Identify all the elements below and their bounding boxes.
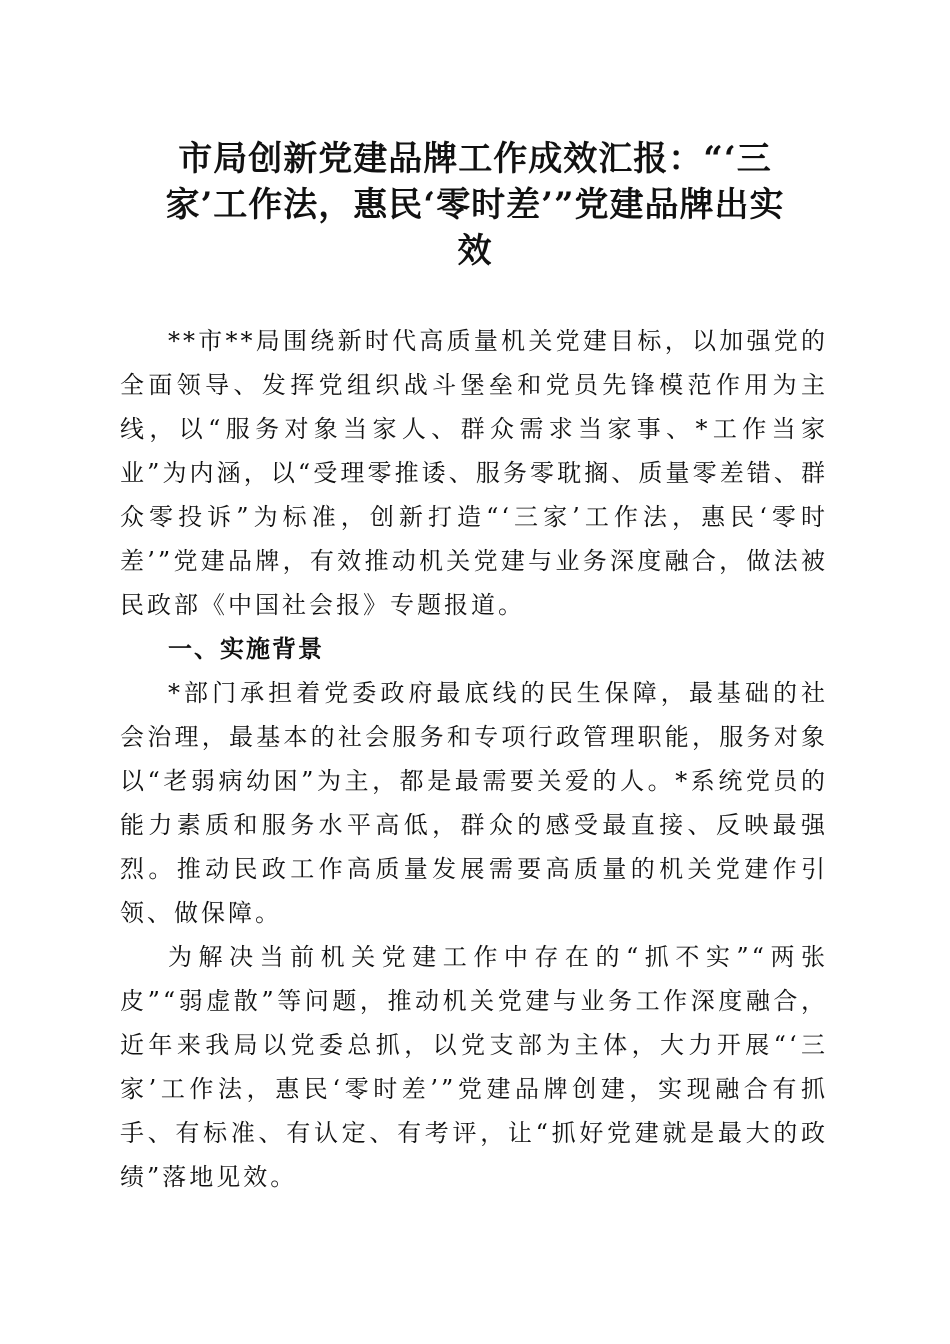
title-line-2: 家’工作法，惠民‘零时差’”党建品牌出实: [165, 185, 785, 225]
background-paragraph-2: 为解决当前机关党建工作中存在的“抓不实”“两张皮”“弱虚散”等问题，推动机关党建与业务工作深度融合，近年来我局以党委总抓，以党支部为主体，大力开展“‘三家’工作法，惠民‘零时差’”党建品牌创建，实现融合有抓手、有标准、有认定、有考评，让“抓好党建就是最大的政绩”落地见效。: [120, 943, 828, 1191]
title-line-1: 市局创新党建品牌工作成效汇报：“‘三: [178, 139, 772, 179]
section-heading-background: 一、实施背景: [168, 635, 324, 663]
intro-paragraph: **市**局围绕新时代高质量机关党建目标，以加强党的全面领导、发挥党组织战斗堡垒和党员先锋模范作用为主线，以“服务对象当家人、群众需求当家事、*工作当家业”为内涵，以“受理零推诿、服务零耽搁、质量零差错、群众零投诉”为标准，创新打造“‘三家’工作法，惠民‘零时差’”党建品牌，有效推动机关党建与业务深度融合，做法被民政部《中国社会报》专题报道。: [120, 327, 828, 619]
document-body: [120, 319, 828, 1199]
title-line-3: 效: [457, 231, 493, 271]
background-paragraph-1: *部门承担着党委政府最底线的民生保障，最基础的社会治理，最基本的社会服务和专项行政管理职能，服务对象以“老弱病幼困”为主，都是最需要关爱的人。*系统党员的能力素质和服务水平高低，群众的感受最直接、反映最强烈。推动民政工作高质量发展需要高质量的机关党建作引领、做保障。: [120, 679, 828, 927]
document-title: [110, 136, 840, 274]
